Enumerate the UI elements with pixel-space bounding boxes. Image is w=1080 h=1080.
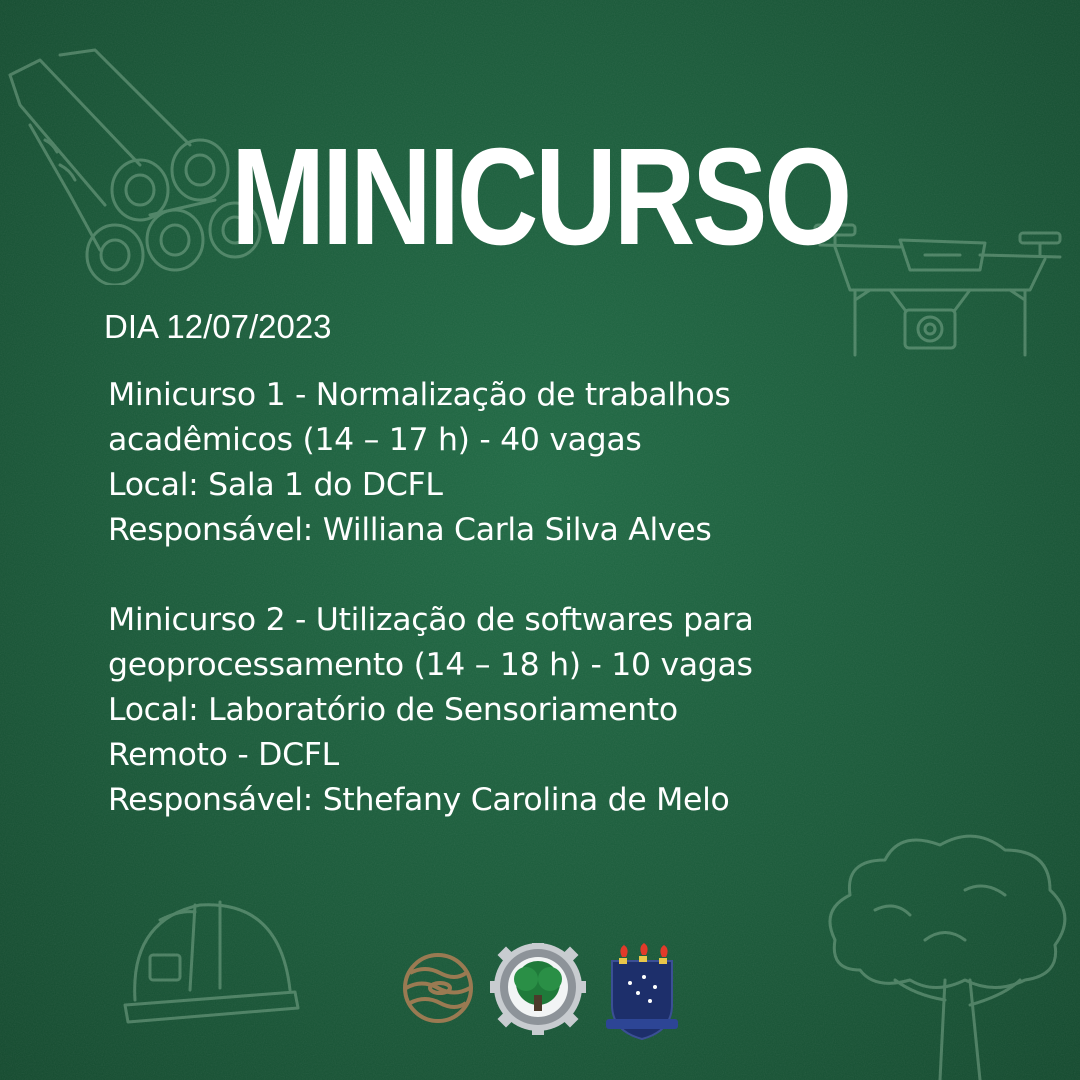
- tree-icon: [815, 820, 1075, 1080]
- wood-rings-logo: [405, 955, 471, 1021]
- minicurso-1-block: [108, 373, 730, 553]
- minicurso-1-responsible: Responsável: Williana Carla Silva Alves: [108, 512, 712, 548]
- minicurso-2-location-line1: Local: Laboratório de Sensoriamento: [108, 692, 678, 728]
- minicurso-2-title-line2: geoprocessamento (14 – 18 h) - 10 vagas: [108, 647, 753, 683]
- minicurso-2-block: [108, 598, 753, 823]
- minicurso-2-location-line2: Remoto - DCFL: [108, 737, 339, 773]
- minicurso-1-title-line2: acadêmicos (14 – 17 h) - 40 vagas: [108, 422, 642, 458]
- event-date: DIA 12/07/2023: [104, 308, 332, 345]
- minicurso-2-responsible: Responsável: Sthefany Carolina de Melo: [108, 782, 730, 818]
- minicurso-2-title-line1: Minicurso 2 - Utilização de softwares para: [108, 602, 754, 638]
- minicurso-1-title-line1: Minicurso 1 - Normalização de trabalhos: [108, 377, 731, 413]
- gear-tree-logo: [490, 943, 586, 1035]
- logos-row: [400, 943, 680, 1043]
- university-crest-logo: [606, 943, 678, 1039]
- helmet-icon: [120, 880, 300, 1040]
- minicurso-1-location: Local: Sala 1 do DCFL: [108, 467, 443, 503]
- page-title: MINICURSO: [230, 120, 849, 274]
